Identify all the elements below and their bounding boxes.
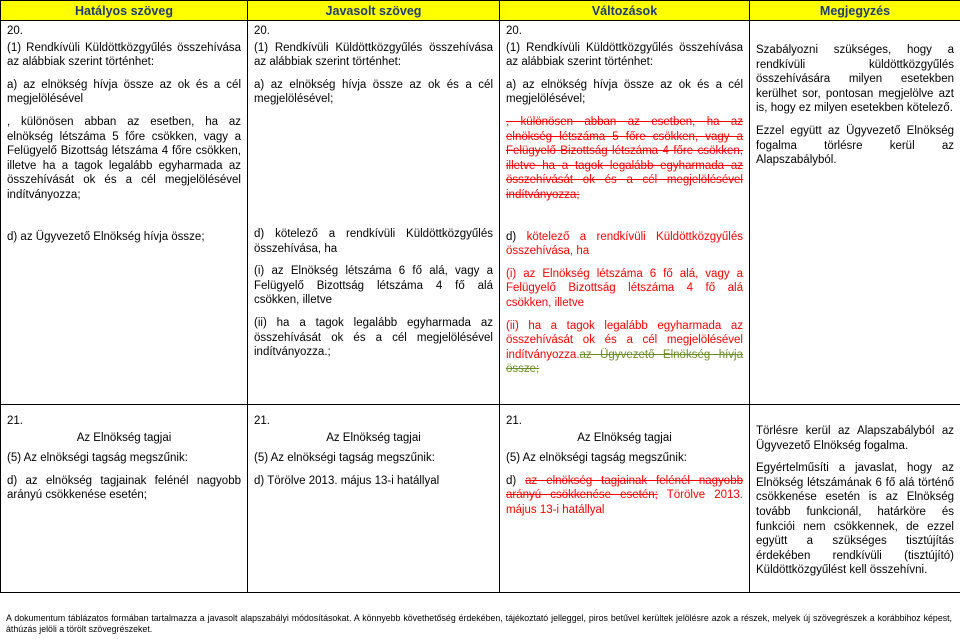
section-number: 21.: [7, 415, 23, 427]
deleted-text: az elnökség tagjainak felénél nagyobb arányú csökkenése esetén;: [506, 474, 743, 502]
paragraph: [506, 319, 743, 377]
paragraph: a) az elnökség hívja össze az ok és a cél megjelölésével;: [506, 78, 743, 106]
inserted-text: kötelező a rendkívüli Küldöttközgyűlés összehívása, ha: [506, 230, 743, 258]
paragraph: a) az elnökség hívja össze az ok és a cél megjelölésével;: [254, 78, 493, 106]
remark: Törlésre kerül az Alapszabályból az Ügyvezető Elnökség fogalma.: [756, 425, 954, 452]
paragraph: [506, 230, 743, 259]
section-21-changes: [500, 405, 750, 593]
header-row: [1, 1, 960, 21]
section-number: 20.: [254, 25, 270, 37]
header-changes: Változások: [500, 1, 750, 21]
paragraph: , különösen abban az esetben, ha az elnökség létszáma 5 főre csökken, vagy a Felügyelő Bizottság létszáma 4 főre csökken, illetve ha a tagok legalább egyharmada az összehívását ok és a cél megjelölésével indítványozza;: [7, 115, 241, 201]
section-21-row: [1, 405, 960, 593]
paragraph: d) az elnökség tagjainak felénél nagyobb arányú csökkenése esetén;: [7, 474, 241, 502]
inserted-paragraph: (i) az Elnökség létszáma 6 fő alá, vagy a Felügyelő Bizottság létszáma 4 fő alá csökken, illetve: [506, 267, 743, 309]
remark: Egyértelműsíti a javaslat, hogy az Elnökség létszámának 6 fő alá történő csökkenése esetén is az Elnökség tovább funkcionál, határköre és funkciói nem csökkennek, de ezzel együtt a szükséges tisztújítás érdekében rendkívüli (tisztújító) Küldöttközgyűlést kell összehívni.: [756, 462, 954, 577]
section-20-current: [1, 21, 248, 405]
section-21-remarks: [750, 405, 960, 593]
paragraph: (5) Az elnökségi tagság megszűnik:: [7, 452, 188, 465]
paragraph: (1) Rendkívüli Küldöttközgyűlés összehívása az alábbiak szerint történhet:: [7, 41, 241, 69]
header-remarks: Megjegyzés: [750, 1, 960, 21]
paragraph: a) az elnökség hívja össze az ok és a cél megjelölésével: [7, 78, 241, 106]
paragraph: (i) az Elnökség létszáma 6 fő alá, vagy a Felügyelő Bizottság létszáma 4 fő alá csökken, illetve: [254, 265, 493, 307]
footer-note: A dokumentum táblázatos formában tartalmazza a javasolt alapszabályi módosításokat. A könnyebb követhetőség érdekében, tájékoztató jelleggel, piros betűvel kerültek jelölésre azok a részek, melyek új szövegrészek a korábbihoz képest, áthúzás jelöli a törölt szövegrészeket.: [6, 613, 952, 634]
paragraph: (1) Rendkívüli Küldöttközgyűlés összehívása az alábbiak szerint történhet:: [254, 41, 493, 69]
deleted-paragraph: , különösen abban az esetben, ha az elnökség létszáma 5 főre csökken, vagy a Felügyelő Bizottság létszáma 4 főre csökken, illetve ha a tagok legalább egyharmada az összehívását ok és a cél megjelölésével indítványozza;: [506, 115, 743, 201]
section-number: 20.: [506, 25, 522, 37]
section-21-current: [1, 405, 248, 593]
paragraph: (5) Az elnökségi tagság megszűnik:: [254, 452, 435, 465]
section-title: Az Elnökség tagjai: [326, 431, 421, 444]
label: d): [506, 230, 527, 243]
paragraph: (ii) ha a tagok legalább egyharmada az összehívását ok és a cél megjelölésével indítványozza.;: [254, 316, 493, 359]
remark: Szabályozni szükséges, hogy a rendkívüli küldöttközgyűlés összehívására milyen esetekben kerülhet sor, pontosan megjelölve azt is, hogy ez milyen esetekben kötelező.: [756, 44, 954, 115]
section-20-proposed: [248, 21, 500, 405]
header-current-text: Hatályos szöveg: [1, 1, 248, 21]
paragraph: (1) Rendkívüli Küldöttközgyűlés összehívása az alábbiak szerint történhet:: [506, 41, 743, 69]
paragraph: d) Törölve 2013. május 13-i hatállyal: [254, 474, 440, 487]
paragraph: [506, 474, 743, 518]
label: d): [506, 474, 526, 487]
remark: Ezzel együtt az Ügyvezető Elnökség fogalma törlésre kerül az Alapszabályból.: [756, 124, 954, 167]
header-proposed-text: Javasolt szöveg: [248, 1, 500, 21]
section-20-remarks: [750, 21, 960, 405]
section-21-proposed: [248, 405, 500, 593]
section-number: 20.: [7, 25, 23, 37]
section-title: Az Elnökség tagjai: [577, 431, 672, 444]
section-number: 21.: [506, 415, 522, 427]
section-title: Az Elnökség tagjai: [76, 431, 172, 444]
section-20-row: [1, 21, 960, 405]
paragraph: (5) Az elnökségi tagság megszűnik:: [506, 452, 687, 465]
paragraph: d) kötelező a rendkívüli Küldöttközgyűlés összehívása, ha: [254, 227, 493, 255]
section-number: 21.: [254, 415, 270, 427]
inserted-text: (ii) ha a tagok legalább egyharmada az összehívását ok és a cél megjelölésével indítványozza.: [506, 319, 743, 361]
paragraph: d) az Ügyvezető Elnökség hívja össze;: [7, 230, 205, 243]
deleted-text: az Ügyvezető Elnökség hívja össze;: [506, 348, 743, 376]
section-20-changes: [500, 21, 750, 405]
inserted-text: Törölve 2013. május 13-i hatállyal: [506, 489, 743, 516]
